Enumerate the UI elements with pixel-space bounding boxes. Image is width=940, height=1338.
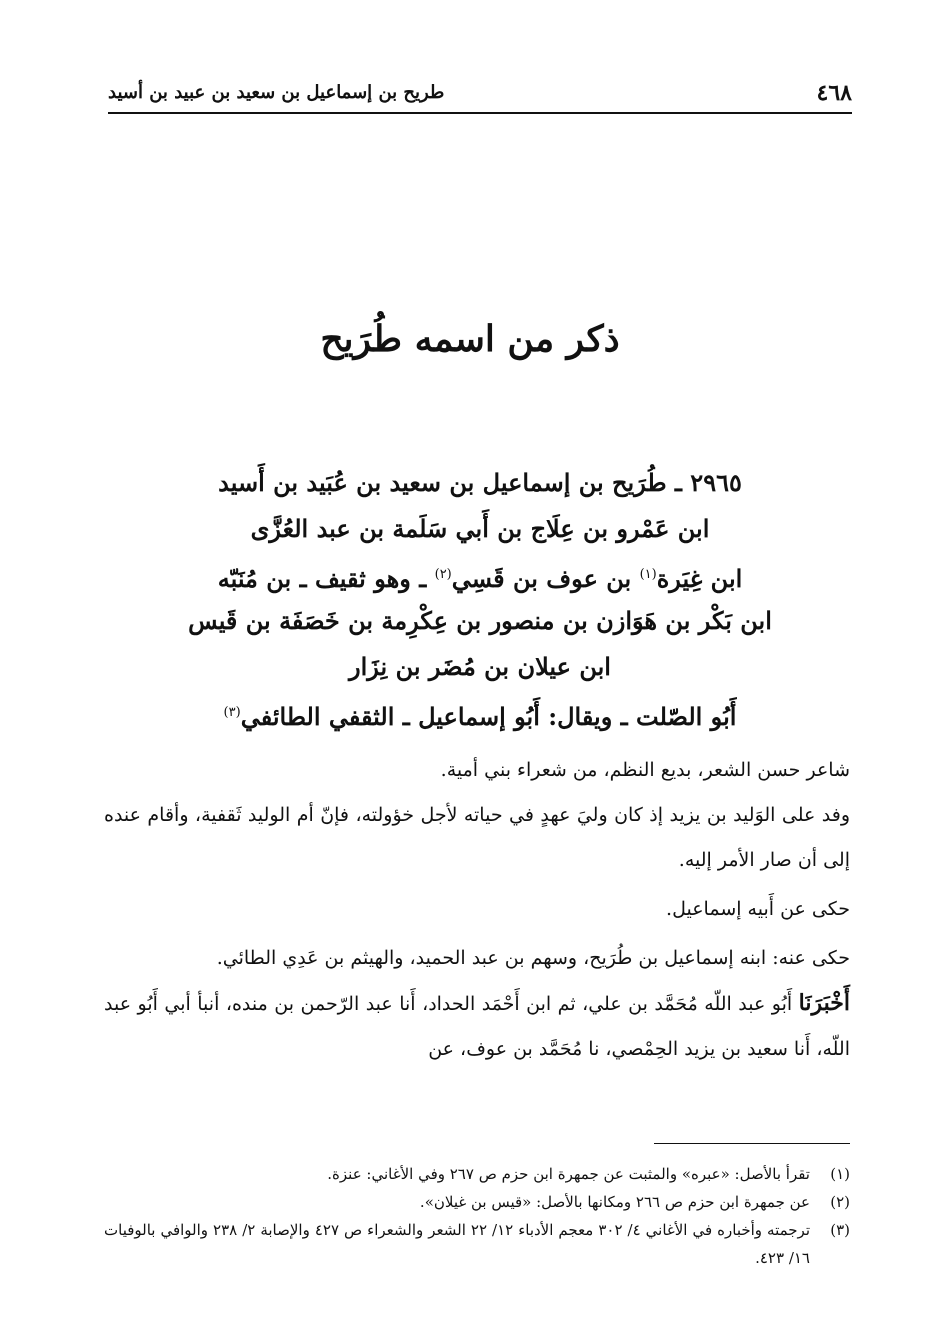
footnote-3 [104,1216,850,1272]
entry-line-3-part-a: ابن غِيَرة [656,564,743,593]
entry-line-5: ابن عيلان بن مُضَر بن نِزَار [349,652,611,681]
chapter-title: ذكر من اسمه طُرَيح [320,318,620,360]
footnote-number: (١) [830,1165,850,1183]
paragraph-2: وفد على الوَليد بن يزيد إذ كان وليَ عهدٍ في حياته لأجل خؤولته، فإنّ أم الوليد ثَقفية، وأقام عنده إلى أن صار الأمر إليه. [104,804,850,871]
running-title: طريح بن إسماعيل بن سعيد بن عبيد بن أسيد [108,82,445,103]
footnote-separator [654,1143,850,1144]
footnote-number: (٣) [830,1221,850,1239]
footnotes [104,1160,850,1272]
body-text [104,748,850,1072]
footnote-text: تقرأ بالأصل: «عبره» والمثبت عن جمهرة ابن حزم ص ٢٦٧ وفي الأغاني: عنزة. [327,1165,810,1183]
entry-line-3 [120,552,840,598]
footnote-1 [104,1160,850,1188]
entry-line-1: ٢٩٦٥ ـ طُرَيح بن إسماعيل بن سعيد بن عُبَيد بن أَسيد [218,468,742,497]
footnote-ref-1: (١) [639,567,657,582]
entry-line-2: ابن عَمْرو بن عِلَاج بن أَبي سَلَمة بن عبد العُزَّى [250,514,710,543]
entry-kunya: أَبُو الصّلت ـ ويقال: أَبُو إسماعيل ـ الثقفي الطائفي [240,702,737,731]
paragraph-5-text: أَبُو عبد اللّه مُحَمَّد بن علي، ثم ابن أَحْمَد الحداد، أَنا عبد الرّحمن بن منده، أنبأ أبي أَبُو عبد اللّه، أَنا سعيد بن يزيد الحِمْصي، نا مُحَمَّد بن عوف، عن [104,993,850,1060]
entry-line-3-part-b: بن عوف بن قَسِي [451,564,632,593]
akhbarana-lead: أَخْبَرَنَا [798,990,850,1016]
footnote-ref-2: (٢) [434,567,452,582]
footnote-number: (٢) [830,1193,850,1211]
footnote-text: ترجمته وأخباره في الأغاني ٤/ ٣٠٢ معجم الأدباء ١٢/ ٢٢ الشعر والشعراء ص ٤٢٧ والإصابة ٢/ ٢٣٨ والوافي بالوفيات ١٦/ ٤٢٣. [104,1221,811,1267]
page-header [108,78,852,114]
paragraph-1: شاعر حسن الشعر، بديع النظم، من شعراء بني أمية. [440,759,850,781]
footnote-ref-3: (٣) [223,705,241,720]
paragraph-4: حكى عنه: ابنه إسماعيل بن طُرَيح، وسهم بن عبد الحميد، والهيثم بن عَدِي الطائي. [216,947,850,969]
paragraph-5 [104,981,850,1072]
entry-line-6 [120,690,840,736]
paragraph-3: حكى عن أَبيه إسماعيل. [666,898,850,920]
entry-line-3-part-c: ـ وهو ثقيف ـ بن مُنَبّه [217,564,427,593]
page-number: ٤٦٨ [816,80,852,106]
biography-entry-heading [120,460,840,736]
footnote-text: عن جمهرة ابن حزم ص ٢٦٦ ومكانها بالأصل: «قيس بن غيلان». [419,1193,810,1211]
footnote-2 [104,1188,850,1216]
entry-line-4: ابن بَكْر بن هَوَازن بن منصور بن عِكْرِمة بن خَصَفَة بن قَيس [188,606,772,635]
